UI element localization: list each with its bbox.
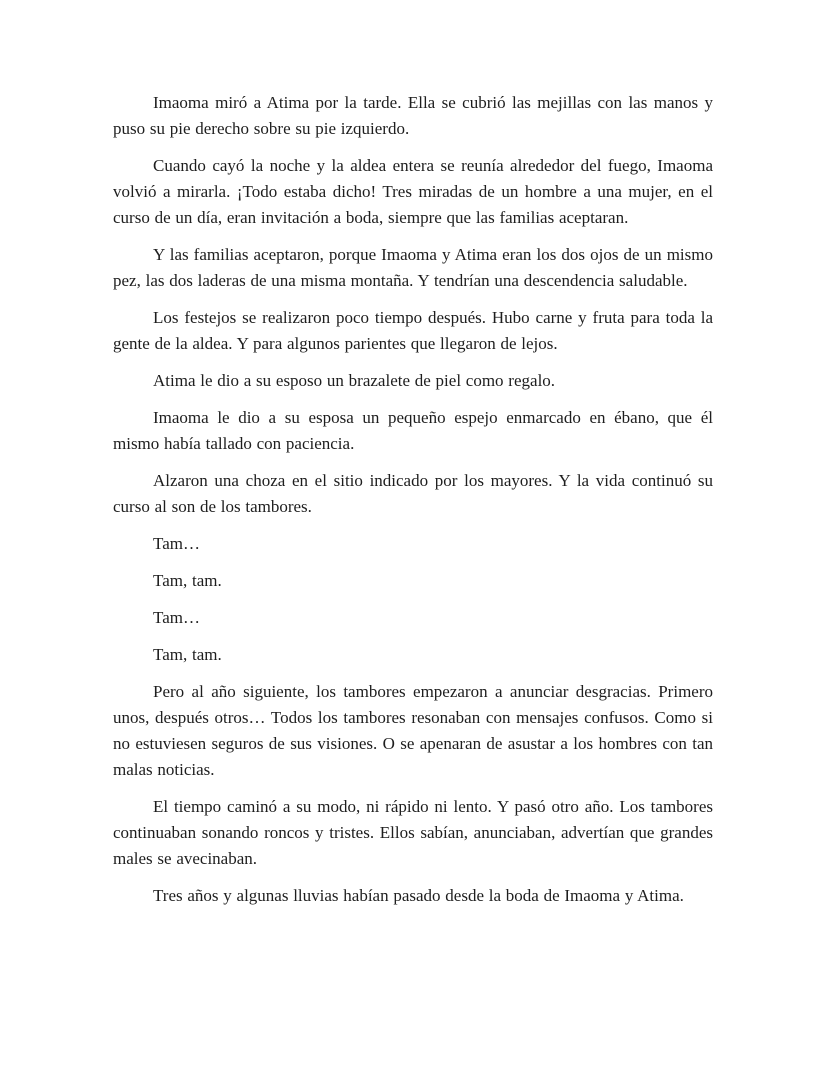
paragraph: Tam…	[153, 608, 200, 627]
paragraph: Imaoma le dio a su esposa un pequeño espejo enmarcado en ébano, que él mismo había tallado con paciencia.	[113, 408, 713, 453]
paragraph: Imaoma miró a Atima por la tarde. Ella se cubrió las mejillas con las manos y puso su pie derecho sobre su pie izquierdo.	[113, 93, 713, 138]
paragraph: Tres años y algunas lluvias habían pasado desde la boda de Imaoma y Atima.	[153, 886, 684, 905]
paragraph: Pero al año siguiente, los tambores empezaron a anunciar desgracias. Primero unos, después otros… Todos los tambores resonaban con mensajes confusos. Como si no estuviesen seguros de sus visiones. O se apenaran de asustar a los hombres con tan malas noticias.	[113, 682, 713, 779]
document-text	[113, 90, 713, 909]
paragraph: Y las familias aceptaron, porque Imaoma y Atima eran los dos ojos de un mismo pez, las dos laderas de una misma montaña. Y tendrían una descendencia saludable.	[113, 245, 713, 290]
paragraph: Los festejos se realizaron poco tiempo después. Hubo carne y fruta para toda la gente de la aldea. Y para algunos parientes que llegaron de lejos.	[113, 308, 713, 353]
paragraph: Tam, tam.	[153, 645, 222, 664]
paragraph: Tam…	[153, 534, 200, 553]
paragraph: El tiempo caminó a su modo, ni rápido ni lento. Y pasó otro año. Los tambores continuaban sonando roncos y tristes. Ellos sabían, anunciaban, advertían que grandes males se avecinaban.	[113, 797, 713, 868]
paragraph: Atima le dio a su esposo un brazalete de piel como regalo.	[153, 371, 556, 390]
paragraph: Cuando cayó la noche y la aldea entera se reunía alrededor del fuego, Imaoma volvió a mirarla. ¡Todo estaba dicho! Tres miradas de un hombre a una mujer, en el curso de un día, eran invitación a boda, siempre que las familias aceptaran.	[113, 156, 713, 227]
paragraph: Alzaron una choza en el sitio indicado por los mayores. Y la vida continuó su curso al son de los tambores.	[113, 471, 713, 516]
paragraph: Tam, tam.	[153, 571, 222, 590]
